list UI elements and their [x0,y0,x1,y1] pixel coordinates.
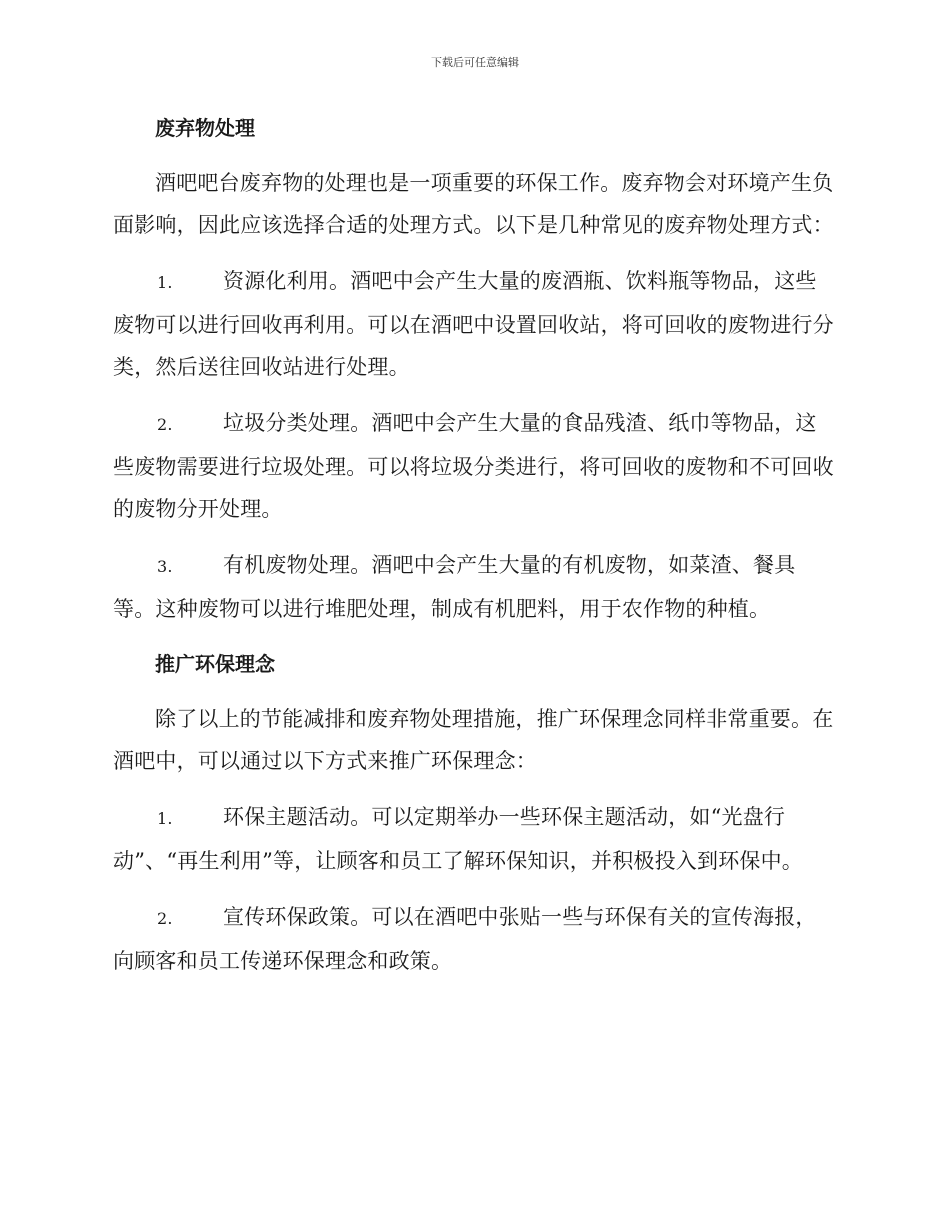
section-intro-paragraph: 除了以上的节能减排和废弃物处理措施，推广环保理念同样非常重要。在酒吧中，可以通过以下方式来推广环保理念： [113,707,834,773]
list-item-text: 环保主题活动。可以定期举办一些环保主题活动，如“光盘行动”、“再生利用”等，让顾客和员工了解环保知识，并积极投入到环保中。 [113,805,804,873]
list-item-number: 3. [157,557,173,576]
list-item [113,896,837,982]
page-header-note: 下载后可任意编辑 [431,56,519,69]
list-item-number: 2. [157,909,173,928]
list-item [113,544,837,630]
list-item-number: 1. [157,809,173,828]
list-item-number: 2. [157,415,173,434]
list-item-text: 宣传环保政策。可以在酒吧中张贴一些与环保有关的宣传海报，向顾客和员工传递环保理念和政策。 [113,905,817,973]
list-item [113,796,837,882]
list-item [113,260,837,388]
section-waste-disposal [113,108,837,630]
list-item-text: 垃圾分类处理。酒吧中会产生大量的食品残渣、纸巾等物品，这些废物需要进行垃圾处理。可以将垃圾分类进行，将可回收的废物和不可回收的废物分开处理。 [113,411,834,521]
section-promote-environmental-concept [113,644,837,982]
list-item-number: 1. [157,273,173,292]
section-heading: 废弃物处理 [155,116,255,140]
list-item [113,402,837,530]
section-intro-paragraph: 酒吧吧台废弃物的处理也是一项重要的环保工作。废弃物会对环境产生负面影响，因此应该选择合适的处理方式。以下是几种常见的废弃物处理方式： [113,171,834,237]
list-item-text: 资源化利用。酒吧中会产生大量的废酒瓶、饮料瓶等物品，这些废物可以进行回收再利用。可以在酒吧中设置回收站，将可回收的废物进行分类，然后送往回收站进行处理。 [113,269,834,379]
document-body [113,108,837,996]
section-heading: 推广环保理念 [155,652,275,676]
list-item-text: 有机废物处理。酒吧中会产生大量的有机废物，如菜渣、餐具等。这种废物可以进行堆肥处理，制成有机肥料，用于农作物的种植。 [113,553,796,621]
